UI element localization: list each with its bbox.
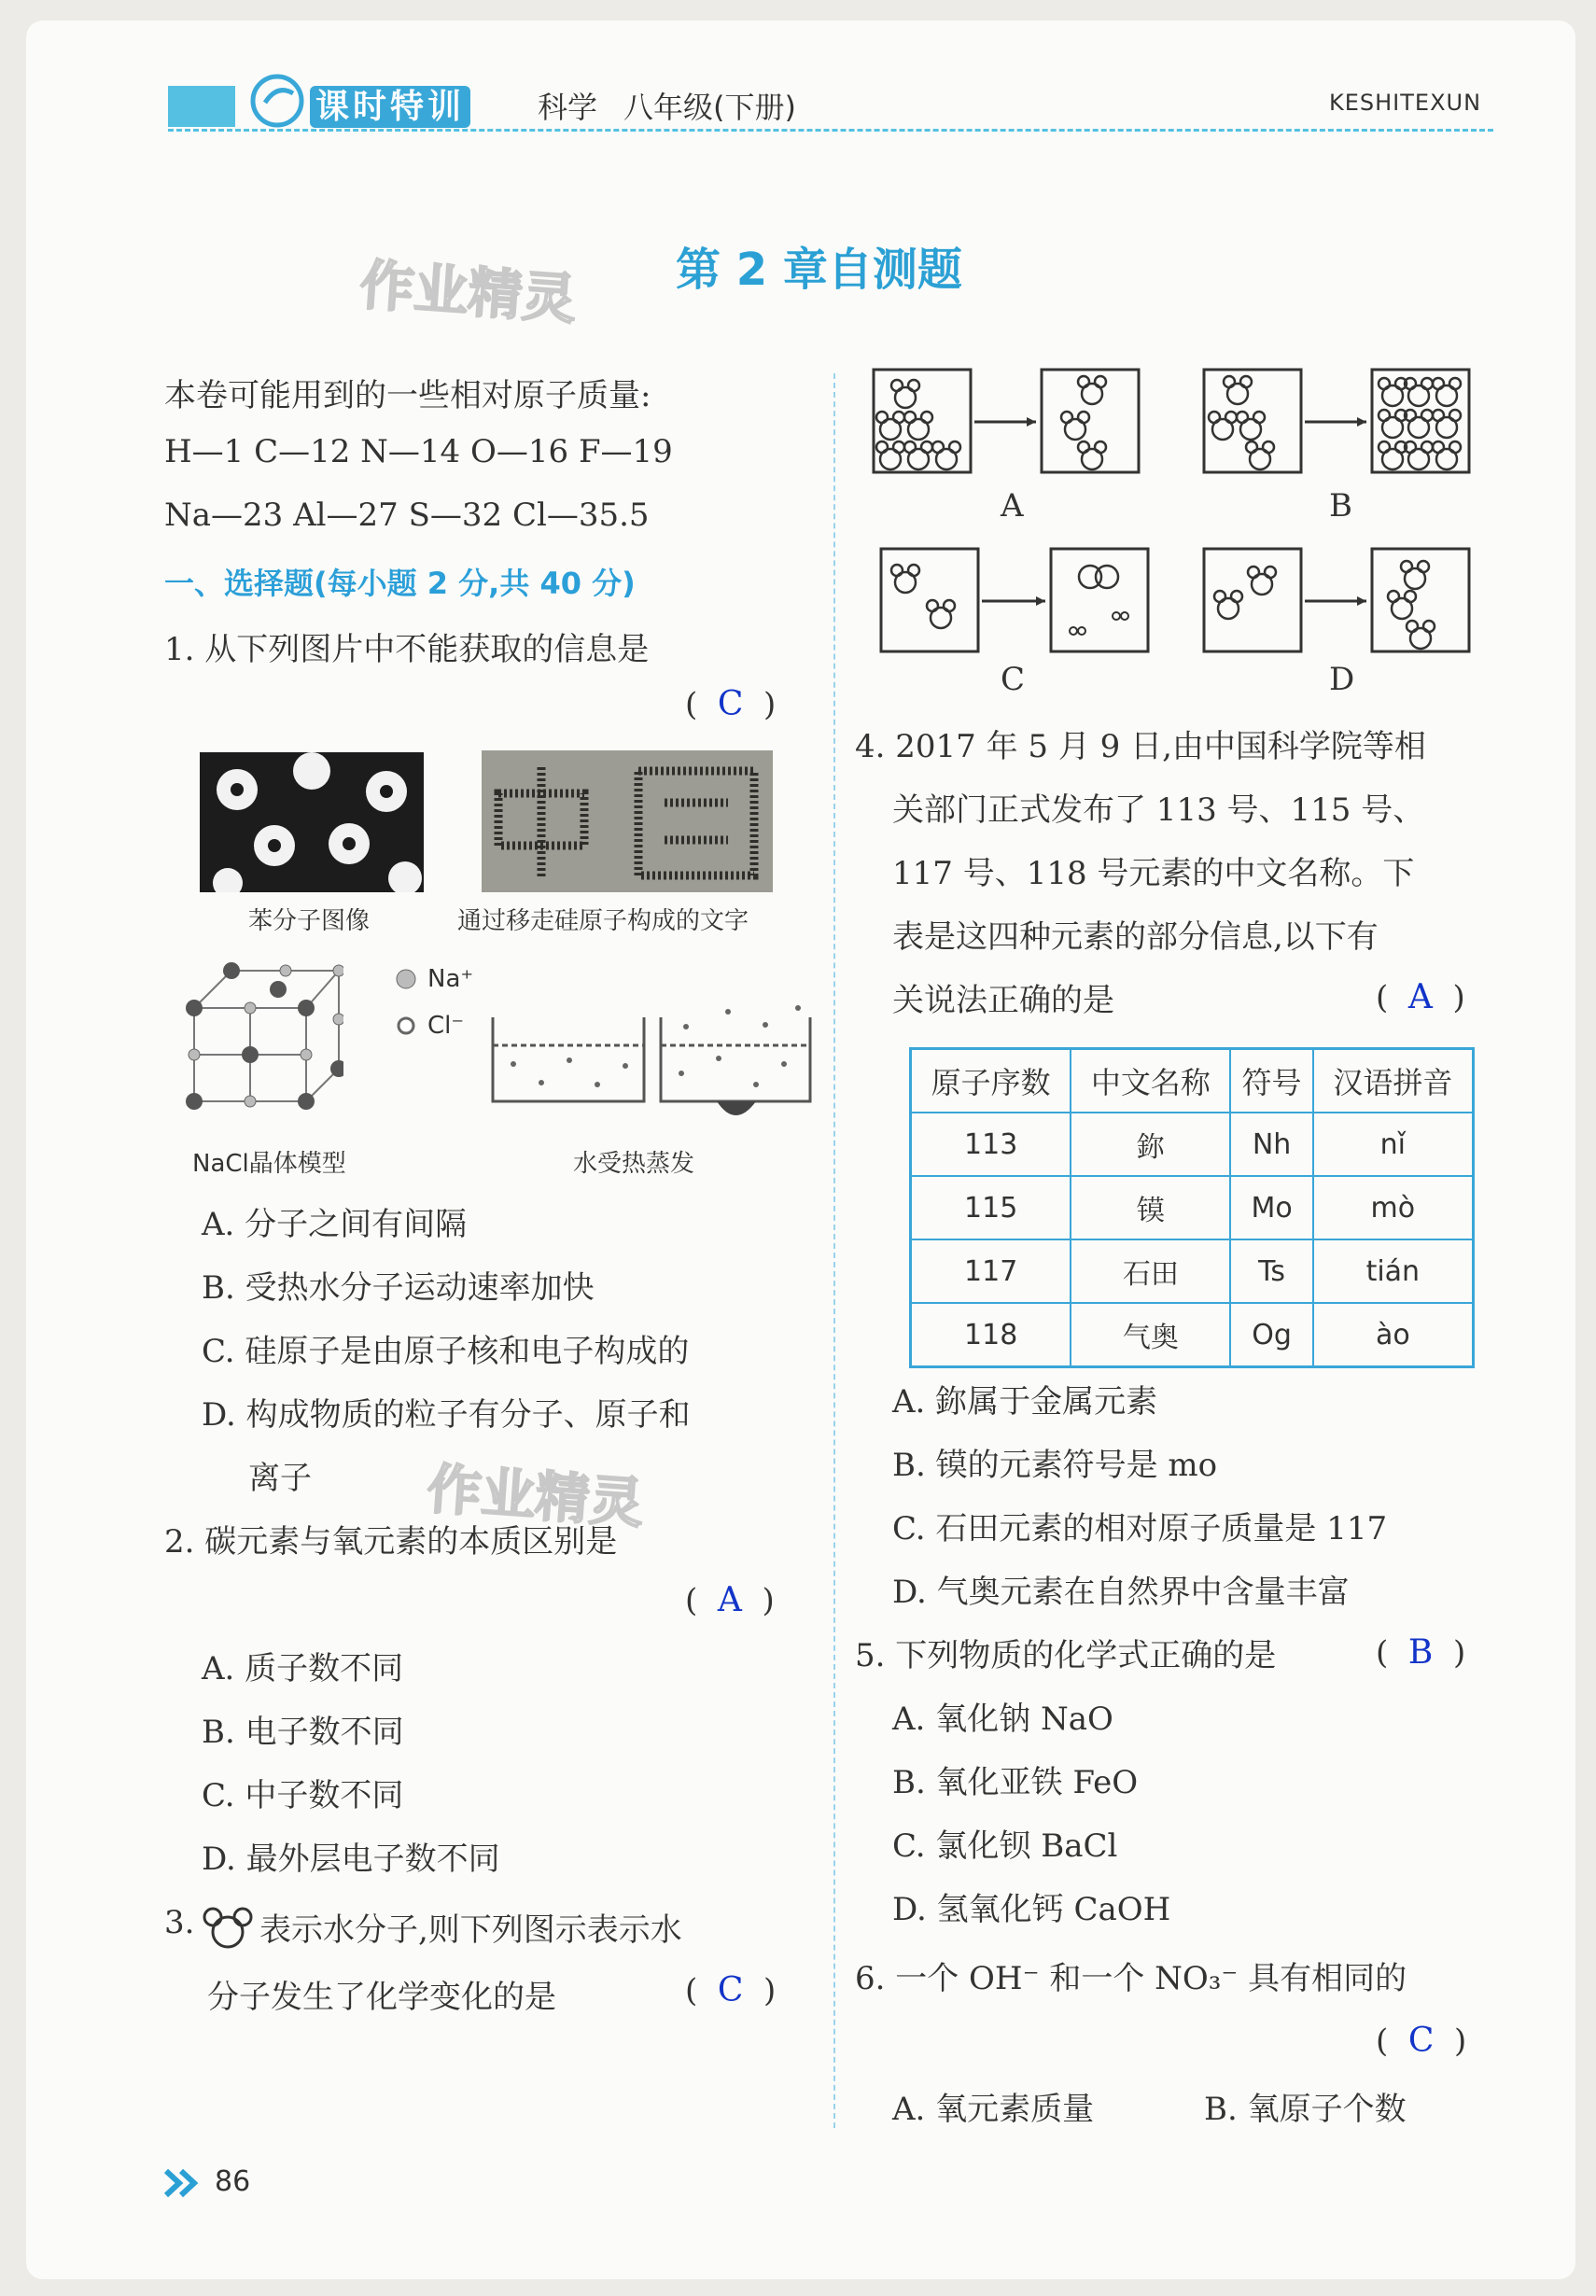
table-cell: tián (1313, 1239, 1474, 1303)
q1-option-c: C. 硅原子是由原子核和电子构成的 (202, 1333, 690, 1370)
q1-answer-box: ( C ) (685, 685, 777, 723)
benzene-image (200, 752, 424, 892)
q4-line-1: 4. 2017 年 5 月 9 日,由中国科学院等相 (855, 728, 1426, 765)
q2-option-a: A. 质子数不同 (202, 1650, 404, 1687)
q4-option-d: D. 气奥元素在自然界中含量丰富 (892, 1574, 1350, 1611)
q4-line-2: 关部门正式发布了 113 号、115 号、 (892, 791, 1425, 829)
table-row (911, 1303, 1474, 1367)
q3-number: 3. (164, 1904, 195, 1941)
header-grade: 八年级(下册) (623, 90, 796, 125)
table-row (911, 1176, 1474, 1239)
q4-line-3: 117 号、118 号元素的中文名称。下 (892, 855, 1415, 892)
brand-name: 课时特训 (310, 80, 470, 128)
q2-answer-box: ( A ) (685, 1581, 775, 1619)
q4-line-5: 关说法正确的是 (892, 982, 1114, 1019)
intro-line-2: H—1 C—12 N—14 O—16 F—19 (164, 433, 673, 470)
legend-na: Na⁺ (427, 965, 474, 993)
nacl-crystal-model (175, 952, 343, 1118)
section-heading: 一、选择题(每小题 2 分,共 40 分) (164, 566, 636, 601)
q3-answer-box: ( C ) (685, 1971, 777, 2009)
table-cell: 117 (911, 1239, 1071, 1303)
table-cell: Ts (1230, 1239, 1312, 1303)
table-cell: Nh (1230, 1113, 1312, 1176)
cl-ion-legend-icon (394, 1014, 418, 1038)
q5-option-b: B. 氧化亚铁 FeO (892, 1764, 1139, 1801)
table-cell: 118 (911, 1303, 1071, 1367)
q1-option-d: D. 构成物质的粒子有分子、原子和 (202, 1396, 691, 1434)
q5-option-c: C. 氯化钡 BaCl (892, 1827, 1118, 1865)
page-number: 86 (215, 2165, 251, 2198)
q5-option-d: D. 氢氧化钙 CaOH (892, 1891, 1171, 1928)
q3-stem-b: 分子发生了化学变化的是 (207, 1979, 556, 2016)
table-header-cell: 原子序数 (911, 1049, 1071, 1113)
q2-option-b: B. 电子数不同 (202, 1714, 404, 1751)
q3-label-c: C (1001, 661, 1026, 698)
q4-option-a: A. 鉨属于金属元素 (892, 1383, 1158, 1421)
header-subject: 科学 (538, 90, 598, 125)
q6-option-b: B. 氧原子个数 (1204, 2091, 1407, 2128)
table-cell: nǐ (1313, 1113, 1474, 1176)
header-divider (168, 129, 1493, 132)
q6-answer: C (1407, 2022, 1435, 2060)
q2-option-d: D. 最外层电子数不同 (202, 1841, 500, 1878)
double-chevron-icon (164, 2167, 202, 2199)
table-cell: Mo (1230, 1176, 1312, 1239)
header-right-text: KESHITEXUN (1329, 90, 1482, 116)
q3-diagrams (868, 366, 1484, 711)
table-header-row (911, 1049, 1474, 1113)
intro-line-1: 本卷可能用到的一些相对原子质量: (164, 377, 651, 414)
table-cell: ào (1313, 1303, 1474, 1367)
q5-answer-box: ( B ) (1376, 1633, 1466, 1672)
table-cell: mò (1313, 1176, 1474, 1239)
q3-label-b: B (1329, 487, 1352, 525)
table-header-cell: 符号 (1230, 1049, 1312, 1113)
table-cell: 镆 (1071, 1176, 1230, 1239)
watermark: 作业精灵 (357, 252, 579, 331)
q4-option-b: B. 镆的元素符号是 mo (892, 1447, 1218, 1484)
q4-answer: A (1407, 978, 1433, 1016)
page-title: 第 2 章自测题 (676, 244, 962, 296)
q1-caption-benzene: 苯分子图像 (248, 907, 371, 935)
q1-caption-silicon: 通过移走硅原子构成的文字 (457, 907, 749, 935)
q3-stem-a: 表示水分子,则下列图示表示水 (259, 1911, 682, 1949)
q4-option-c: C. 石田元素的相对原子质量是 117 (892, 1510, 1388, 1547)
table-header-cell: 中文名称 (1071, 1049, 1230, 1113)
q1-caption-nacl: NaCl晶体模型 (192, 1150, 346, 1178)
q6-option-a: A. 氧元素质量 (892, 2091, 1095, 2128)
q5-stem: 5. 下列物质的化学式正确的是 (855, 1637, 1277, 1674)
q2-option-c: C. 中子数不同 (202, 1777, 404, 1814)
legend-cl: Cl⁻ (427, 1012, 465, 1040)
table-header-cell: 汉语拼音 (1313, 1049, 1474, 1113)
table-cell: 鉨 (1071, 1113, 1230, 1176)
table-cell: 石田 (1071, 1239, 1230, 1303)
element-table (909, 1047, 1475, 1368)
table-row (911, 1113, 1474, 1176)
header-color-block (168, 86, 235, 127)
watermark-2: 作业精灵 (425, 1456, 646, 1535)
q2-stem: 2. 碳元素与氧元素的本质区别是 (164, 1523, 618, 1561)
q4-answer-box: ( A ) (1376, 978, 1465, 1016)
q1-caption-water: 水受热蒸发 (573, 1150, 695, 1178)
na-ion-legend-icon (394, 967, 418, 991)
table-cell: 气奥 (1071, 1303, 1230, 1367)
brand-logo-icon (245, 65, 310, 131)
q6-answer-box: ( C ) (1376, 2022, 1467, 2060)
q1-option-b: B. 受热水分子运动速率加快 (202, 1269, 595, 1307)
q3-label-a: A (1001, 487, 1024, 525)
q3-label-d: D (1329, 661, 1355, 698)
q3-answer: C (717, 1971, 744, 2009)
table-cell: 115 (911, 1176, 1071, 1239)
q6-stem: 6. 一个 OH⁻ 和一个 NO₃⁻ 具有相同的 (855, 1960, 1407, 1997)
intro-line-3: Na—23 Al—27 S—32 Cl—35.5 (164, 497, 650, 534)
water-evaporation-image (485, 999, 814, 1129)
table-cell: 113 (911, 1113, 1071, 1176)
table-cell: Og (1230, 1303, 1312, 1367)
silicon-text-image (482, 750, 773, 892)
q1-stem: 1. 从下列图片中不能获取的信息是 (164, 631, 650, 668)
q5-answer: B (1407, 1633, 1434, 1672)
water-molecule-icon (200, 1904, 256, 1951)
q2-answer: A (717, 1581, 742, 1619)
q1-option-d-cont: 离子 (248, 1460, 312, 1497)
column-divider (833, 373, 835, 2128)
q1-option-a: A. 分子之间有间隔 (202, 1206, 468, 1243)
q5-option-a: A. 氧化钠 NaO (892, 1701, 1113, 1738)
q1-answer: C (717, 685, 744, 723)
table-row (911, 1239, 1474, 1303)
q4-line-4: 表是这四种元素的部分信息,以下有 (892, 918, 1379, 956)
